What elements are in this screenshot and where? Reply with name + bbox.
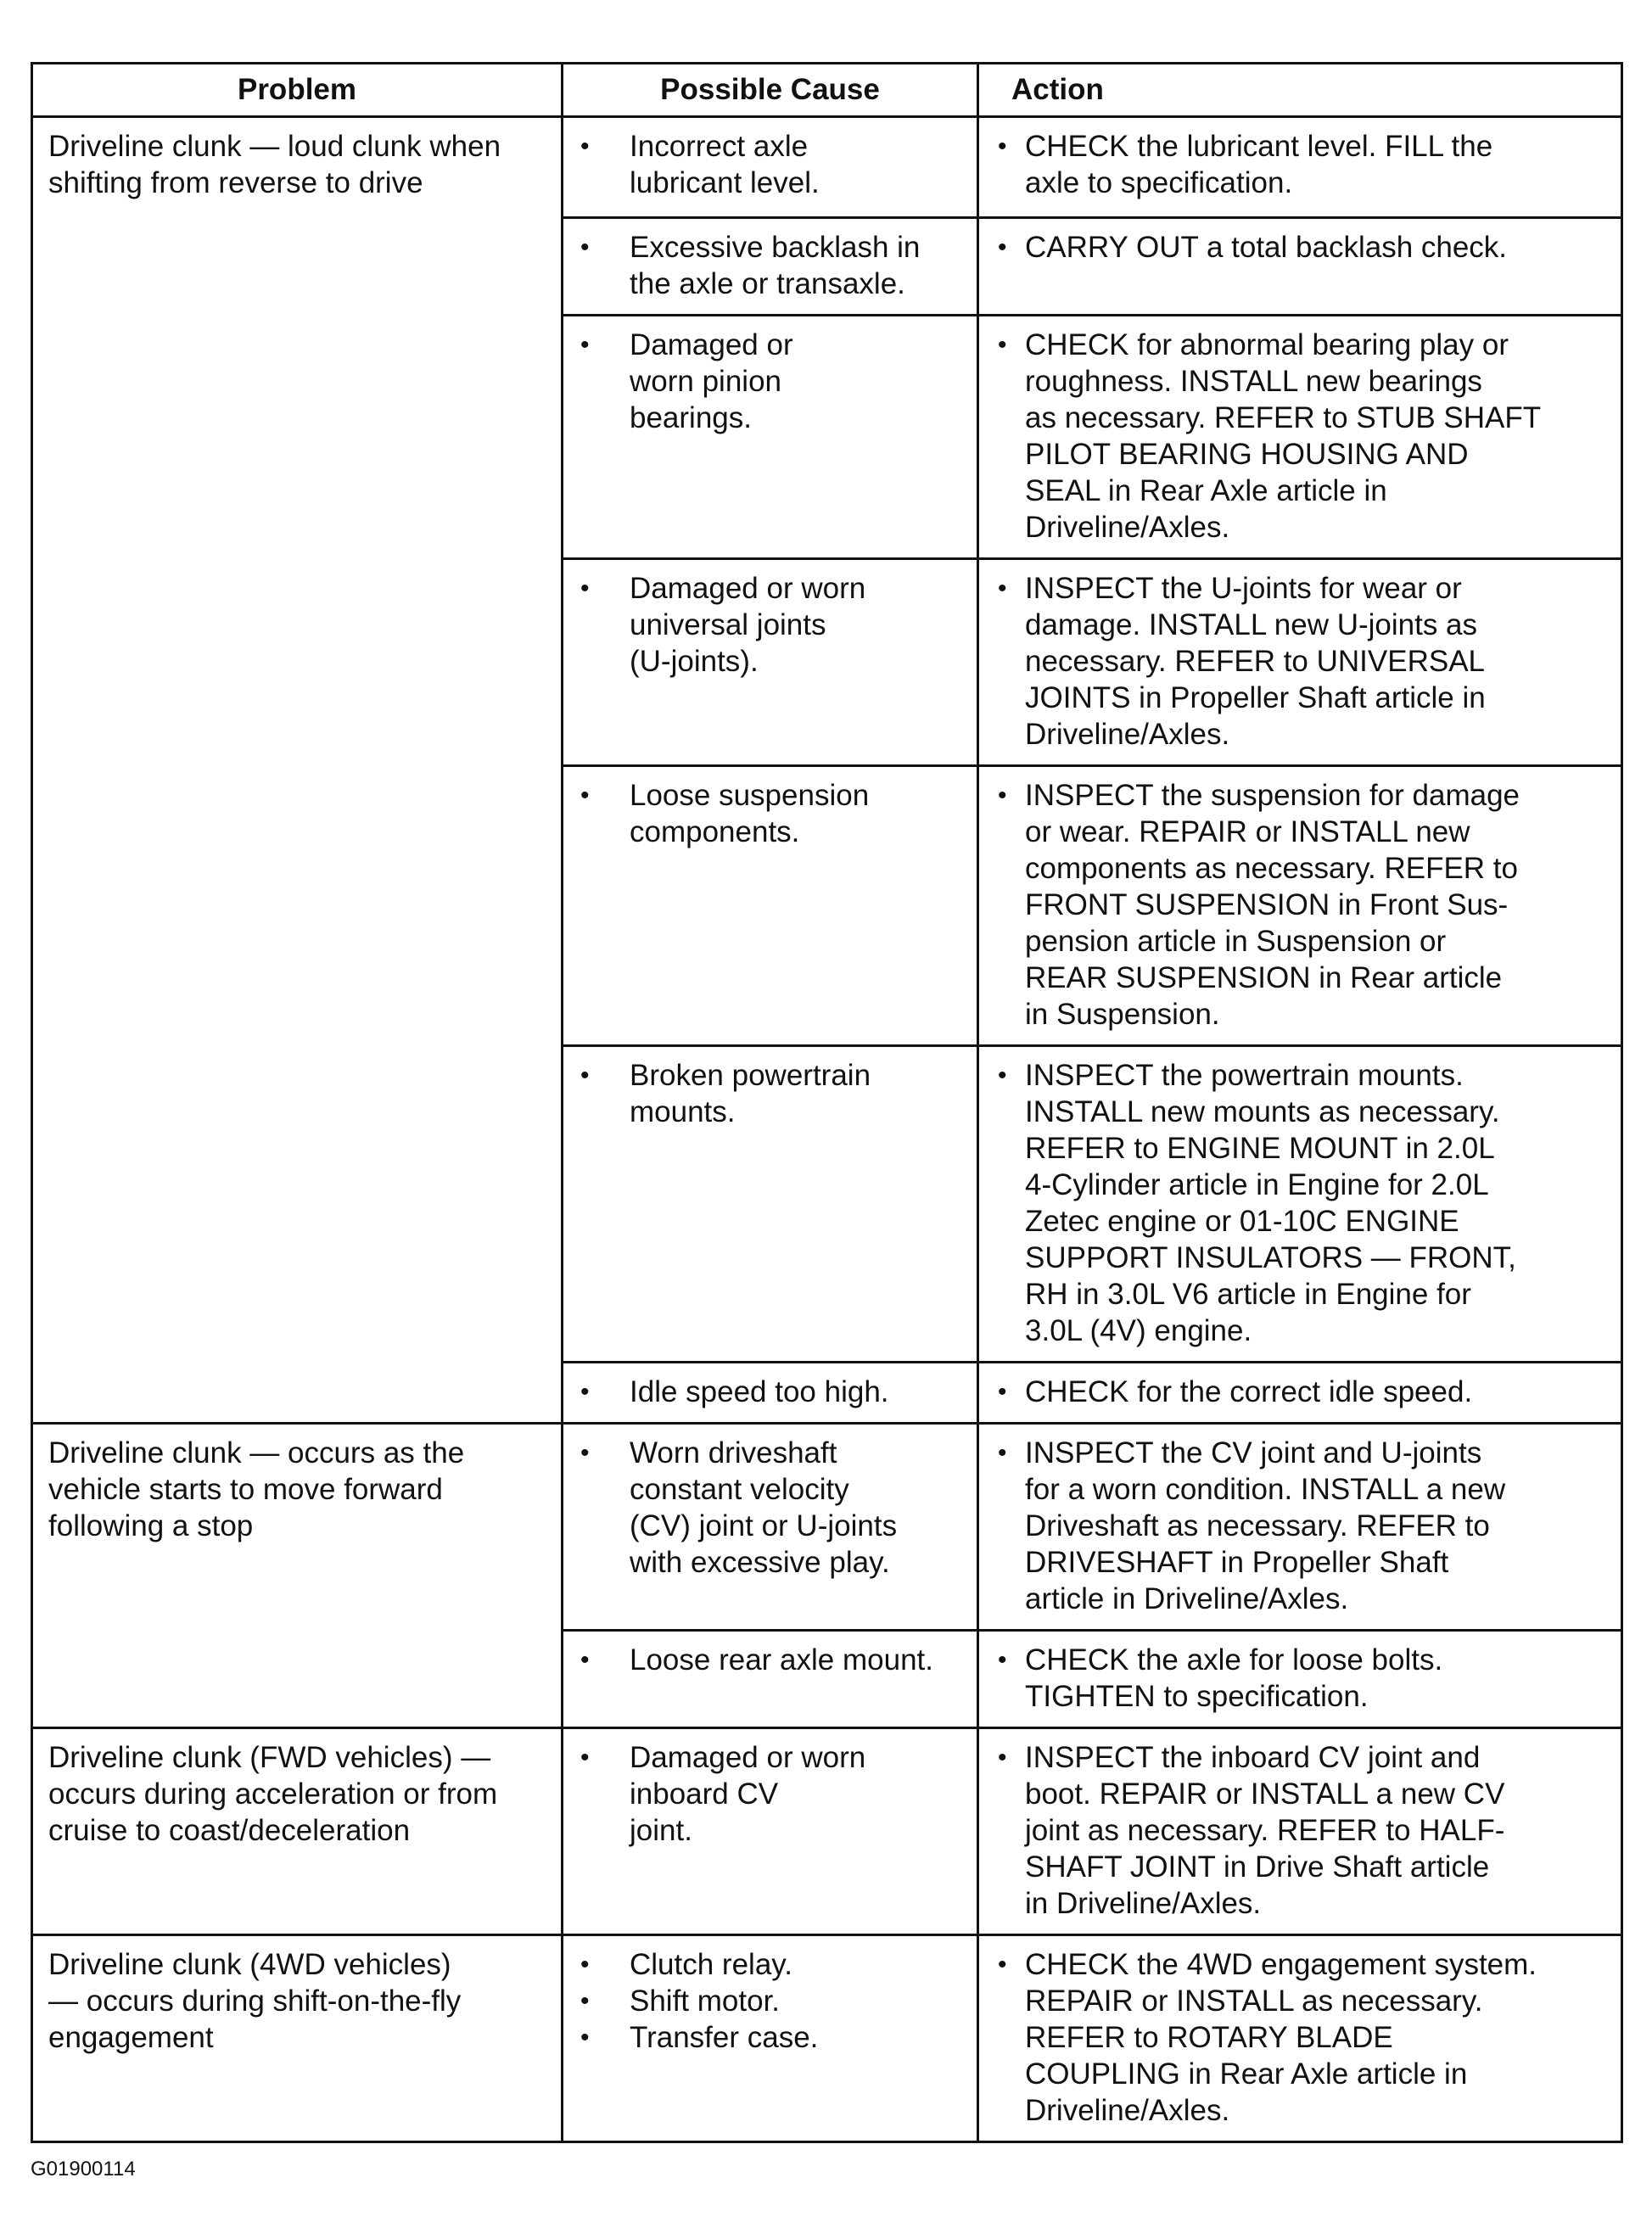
diagnosis-table bbox=[31, 62, 1623, 2143]
bullet-icon: • bbox=[998, 574, 1007, 602]
problem-cell: Driveline clunk — occurs as the vehicle starts to move forward following a stop bbox=[32, 1424, 563, 1728]
table-row bbox=[32, 1424, 1622, 1631]
bullet-icon: • bbox=[998, 1744, 1007, 1772]
problem-cell: Driveline clunk (FWD vehicles) — occurs during acceleration or from cruise to coast/deceleration bbox=[32, 1728, 563, 1935]
table-row bbox=[32, 117, 1622, 218]
action-cell: • CHECK for the correct idle speed. bbox=[978, 1363, 1622, 1424]
action-cell: • INSPECT the suspension for damage or wear. REPAIR or INSTALL new components as necessary. REFER to FRONT SUSPENSION in Front Sus- pension article in Suspension or REAR SUSPENSION in Rear article in Suspension. bbox=[978, 766, 1622, 1046]
action-cell: • INSPECT the inboard CV joint and boot. REPAIR or INSTALL a new CV joint as necessary. REFER to HALF- SHAFT JOINT in Drive Shaft article in Driveline/Axles. bbox=[978, 1728, 1622, 1935]
header-problem: Problem bbox=[32, 64, 563, 117]
problem-cell: Driveline clunk (4WD vehicles) — occurs during shift-on-the-fly engagement bbox=[32, 1935, 563, 2142]
bullet-icon: • bbox=[580, 1951, 590, 1979]
bullet-icon: • bbox=[998, 1061, 1007, 1089]
bullet-icon: • bbox=[998, 1951, 1007, 1979]
document-id: G01900114 bbox=[31, 2158, 136, 2180]
action-cell: • INSPECT the powertrain mounts. INSTALL new mounts as necessary. REFER to ENGINE MOUNT in 2.0L 4-Cylinder article in Engine for 2.0L Zetec engine or 01-10C ENGINE SUPPORT INSULATORS — FRONT, RH in 3.0L V6 article in Engine for 3.0L (4V) engine. bbox=[978, 1046, 1622, 1363]
bullet-icon: • bbox=[580, 233, 590, 261]
header-row bbox=[32, 64, 1622, 117]
cause-cell: • Damaged or worn inboard CV joint. bbox=[563, 1728, 978, 1935]
cause-cell: • Damaged or worn universal joints (U-joints). bbox=[563, 559, 978, 766]
action-cell: • CHECK the 4WD engagement system. REPAIR or INSTALL as necessary. REFER to ROTARY BLADE COUPLING in Rear Axle article in Driveline/Axles. bbox=[978, 1935, 1622, 2142]
bullet-icon: • bbox=[580, 1439, 590, 1467]
header-possible-cause: Possible Cause bbox=[563, 64, 978, 117]
bullet-icon: • bbox=[580, 331, 590, 359]
action-cell: • CHECK for abnormal bearing play or roughness. INSTALL new bearings as necessary. REFER to STUB SHAFT PILOT BEARING HOUSING AND SEAL in Rear Axle article in Driveline/Axles. bbox=[978, 316, 1622, 559]
table-row bbox=[32, 1935, 1622, 2142]
header-action: Action bbox=[978, 64, 1622, 117]
table-row bbox=[32, 1728, 1622, 1935]
bullet-icon: • bbox=[998, 132, 1007, 160]
action-cell: • INSPECT the CV joint and U-joints for a worn condition. INSTALL a new Driveshaft as necessary. REFER to DRIVESHAFT in Propeller Shaft article in Driveline/Axles. bbox=[978, 1424, 1622, 1631]
bullet-icon: • bbox=[580, 1646, 590, 1674]
bullet-icon: • bbox=[998, 1378, 1007, 1406]
cause-cell: • Idle speed too high. bbox=[563, 1363, 978, 1424]
cause-cell: • Excessive backlash in the axle or transaxle. bbox=[563, 218, 978, 316]
cause-cell: • Incorrect axle lubricant level. bbox=[563, 117, 978, 218]
bullet-icon: • bbox=[580, 2024, 590, 2052]
cause-cell: • Damaged or worn pinion bearings. bbox=[563, 316, 978, 559]
bullet-icon: • bbox=[580, 1378, 590, 1406]
cause-cell: • Loose rear axle mount. bbox=[563, 1631, 978, 1728]
cause-cell: • Worn driveshaft constant velocity (CV) joint or U-joints with excessive play. bbox=[563, 1424, 978, 1631]
bullet-icon: • bbox=[998, 781, 1007, 809]
cause-cell: • Loose suspension components. bbox=[563, 766, 978, 1046]
problem-cell: Driveline clunk — loud clunk when shifting from reverse to drive bbox=[32, 117, 563, 1424]
bullet-icon: • bbox=[998, 331, 1007, 359]
action-cell: • CHECK the lubricant level. FILL the axle to specification. bbox=[978, 117, 1622, 218]
bullet-icon: • bbox=[580, 574, 590, 602]
bullet-icon: • bbox=[580, 1061, 590, 1089]
bullet-icon: • bbox=[580, 132, 590, 160]
bullet-icon: • bbox=[998, 233, 1007, 261]
bullet-icon: • bbox=[998, 1439, 1007, 1467]
bullet-icon: • bbox=[580, 781, 590, 809]
bullet-icon: • bbox=[580, 1987, 590, 2015]
action-cell: • CARRY OUT a total backlash check. bbox=[978, 218, 1622, 316]
cause-cell: • Broken powertrain mounts. bbox=[563, 1046, 978, 1363]
bullet-icon: • bbox=[580, 1744, 590, 1772]
cause-cell: • Clutch relay. • Shift motor. • Transfer case. bbox=[563, 1935, 978, 2142]
action-cell: • CHECK the axle for loose bolts. TIGHTEN to specification. bbox=[978, 1631, 1622, 1728]
action-cell: • INSPECT the U-joints for wear or damage. INSTALL new U-joints as necessary. REFER to UNIVERSAL JOINTS in Propeller Shaft article in Driveline/Axles. bbox=[978, 559, 1622, 766]
bullet-icon: • bbox=[998, 1646, 1007, 1674]
